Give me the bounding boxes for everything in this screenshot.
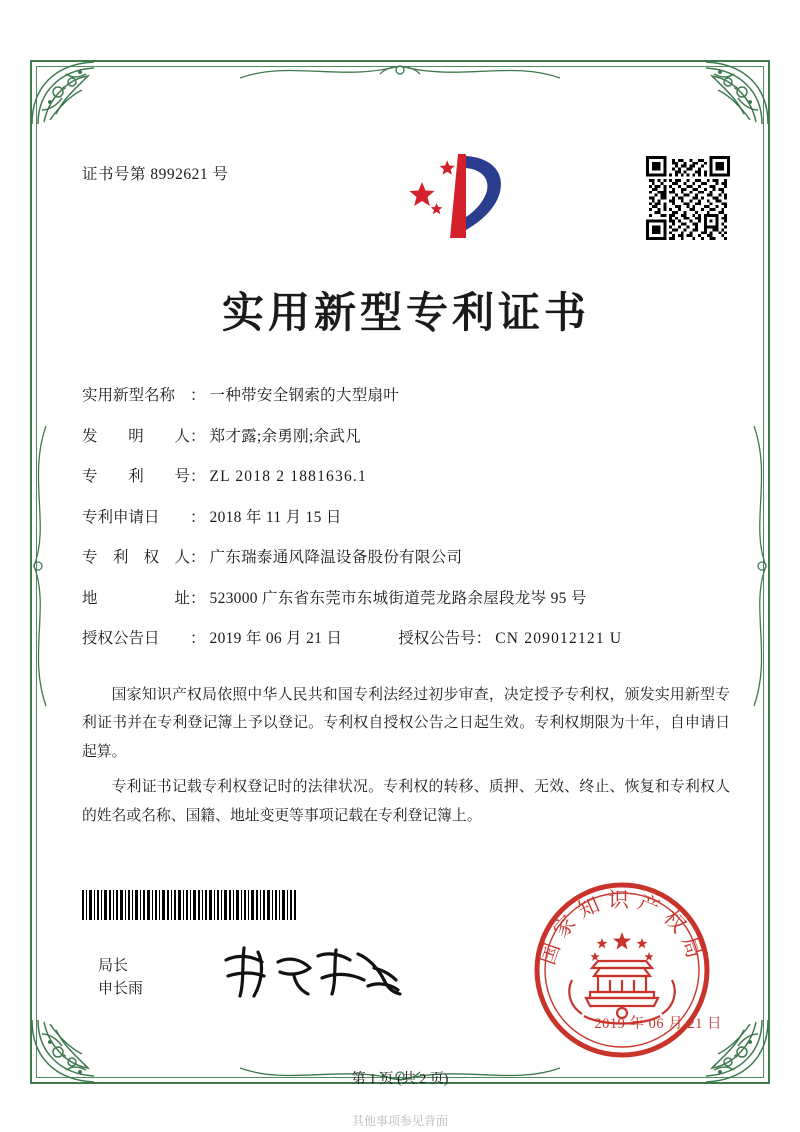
director-name: 申长雨 — [98, 981, 144, 998]
field-colon: ： — [190, 589, 206, 607]
field-colon: ： — [190, 468, 206, 485]
footer-note: 其他事项参见背面 — [351, 1114, 448, 1128]
legal-text — [82, 681, 730, 831]
field-colon: ： — [190, 549, 206, 566]
director-block — [98, 955, 143, 1002]
legal-paragraph-2: 专利证书记载专利权登记时的法律状况。专利权的转移、质押、无效、终止、恢复和专利权人的姓名或名称、国籍、地址变更等事项记载在专利登记簿上。 — [82, 779, 730, 824]
field-label: 专利申请日 — [82, 508, 160, 526]
announcement-number-value: CN 209012121 U — [495, 630, 623, 647]
field-value: 郑才露;余勇刚;余武凡 — [209, 427, 361, 445]
field-row-inventors — [82, 429, 730, 445]
barcode — [82, 890, 297, 920]
page-number: 第 1 页 (共 2 页) — [351, 1072, 449, 1087]
field-value: 2018 年 11 月 15 日 — [209, 508, 342, 526]
legal-paragraph-1: 国家知识产权局依照中华人民共和国专利法经过初步审查，决定授予专利权，颁发实用新型专利证书并在专利登记簿上予以登记。专利权自授权公告之日起生效。专利权期限为十年，自申请日起算。 — [82, 686, 730, 761]
announcement-date-label: 授权公告日 — [82, 630, 160, 647]
director-label: 局长 — [98, 958, 129, 974]
certificate-content — [82, 140, 730, 837]
field-label: 专 利 号 — [82, 468, 190, 485]
field-label: 实用新型名称 — [82, 387, 176, 404]
edge-ornament-right — [748, 416, 774, 716]
edge-ornament-top — [230, 58, 570, 84]
cnipa-logo-icon — [400, 146, 520, 246]
field-row-announcement — [82, 631, 730, 647]
field-row-address — [82, 591, 730, 607]
field-colon: ： — [190, 508, 206, 526]
official-seal — [532, 880, 712, 1060]
page-title: 实用新型专利证书 — [221, 288, 590, 337]
announcement-number-label: 授权公告号 — [398, 630, 476, 647]
announcement-date-value: 2019 年 06 月 21 日 — [209, 630, 343, 647]
corner-ornament-top-left — [28, 58, 106, 128]
field-label: 专 利 权 人 — [82, 549, 190, 566]
field-value: 523000 广东省东莞市东城街道莞龙路余屋段龙岑 95 号 — [209, 589, 587, 607]
certificate-fields — [82, 388, 730, 647]
field-label: 发 明 人 — [82, 427, 190, 445]
qr-code — [646, 156, 730, 240]
field-colon: ： — [475, 630, 492, 647]
field-colon: ： — [190, 427, 206, 445]
field-value: 广东瑞泰通风降温设备股份有限公司 — [209, 549, 463, 566]
field-value: ZL 2018 2 1881636.1 — [209, 468, 367, 485]
svg-text:国家知识产权局: 国家知识产权局 — [535, 888, 709, 968]
field-value: 一种带安全钢索的大型扇叶 — [209, 387, 400, 404]
seal-date: 2019 年 06 月 21 日 — [594, 1016, 722, 1032]
handwritten-signature — [218, 938, 418, 1008]
field-label: 地 址 — [82, 589, 190, 607]
field-row-patentee — [82, 550, 730, 566]
edge-ornament-left — [26, 416, 52, 716]
corner-ornament-top-right — [694, 58, 772, 128]
header-row — [82, 140, 730, 246]
field-colon: ： — [190, 630, 206, 647]
certificate-number: 证书号第 8992621 号 — [82, 166, 229, 183]
field-row-utility-model-name — [82, 388, 730, 404]
field-colon: ： — [190, 387, 206, 404]
field-row-application-date — [82, 510, 730, 526]
field-row-patent-number — [82, 469, 730, 485]
